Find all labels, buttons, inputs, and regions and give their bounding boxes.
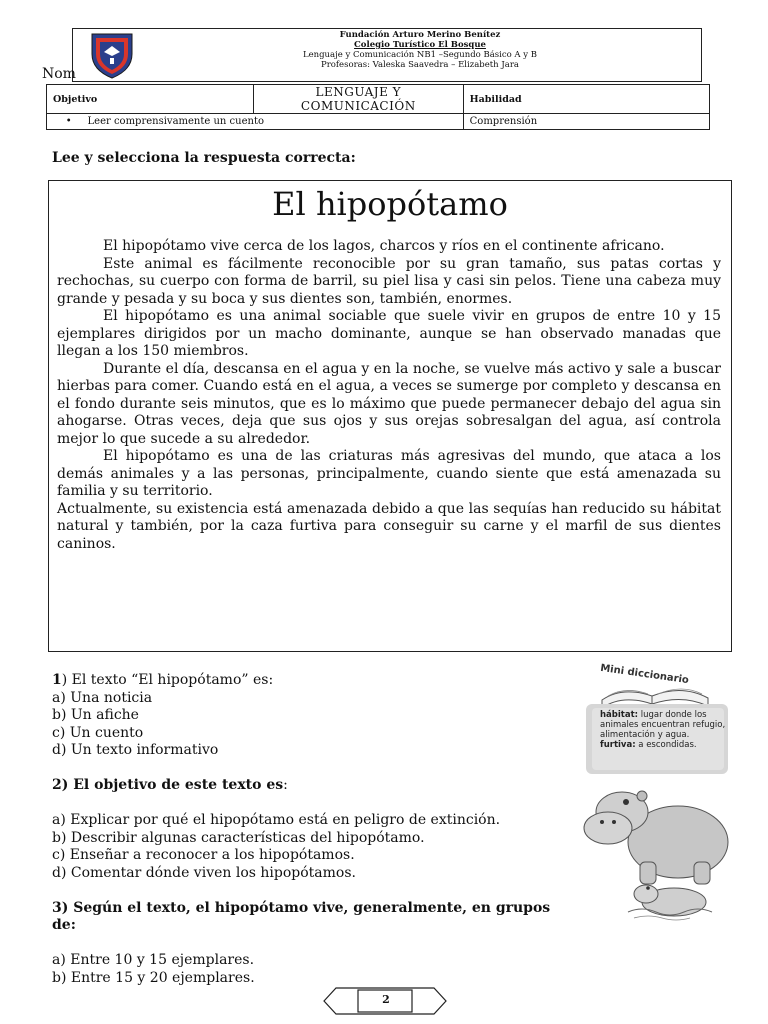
habilidad-value: Comprensión (463, 114, 709, 130)
mini-dictionary (582, 656, 732, 936)
story-paragraph: Actualmente, su existencia está amenazada debido a que las sequías han reducido su hábitat natural y también, por la caza furtiva para conseguir su carne y el marfil de sus dientes caninos. (57, 500, 721, 552)
mini-dictionary-illustration-icon (582, 656, 732, 936)
objective-table (46, 84, 710, 130)
page-number: 2 (382, 993, 390, 1006)
habitat-definition: hábitat: lugar donde los animales encuentran refugio, alimentación y agua. (600, 710, 726, 740)
question-3: 3) Según el texto, el hipopótamo vive, generalmente, en grupos de: (52, 899, 551, 933)
q2-option-a[interactable]: a) Explicar por qué el hipopótamo está en peligro de extinción. (52, 812, 501, 828)
q1-option-c[interactable]: c) Un cuento (52, 724, 144, 741)
story-paragraph: El hipopótamo vive cerca de los lagos, charcos y ríos en el continente africano. (103, 238, 665, 254)
school-info (140, 30, 700, 70)
questions (52, 672, 552, 987)
foundation-name: Fundación Arturo Merino Benítez (339, 30, 501, 40)
school-name: Colegio Turístico El Bosque (354, 40, 486, 50)
habilidad-header: Habilidad (463, 85, 709, 114)
story-paragraph: El hipopótamo es una de las criaturas más agresivas del mundo, que ataca a los demás animales y a las personas, principalmente, cuando siente que está amenazada su familia y su territorio. (57, 448, 721, 499)
story-body (57, 238, 721, 553)
objetivo-header: Objetivo (47, 85, 254, 114)
q1-option-d[interactable]: d) Un texto informativo (52, 742, 219, 758)
question-1: 1) El texto “El hipopótamo” es: (52, 672, 274, 688)
mini-dictionary-definitions (600, 710, 728, 750)
mini-dictionary-title: Mini diccionario (599, 662, 690, 687)
q2-option-d[interactable]: d) Comentar dónde viven los hipopótamos. (52, 864, 356, 881)
q3-option-a[interactable]: a) Entre 10 y 15 ejemplares. (52, 952, 255, 968)
objetivo-item-cell: • Leer comprensivamente un cuento (47, 114, 464, 130)
story-paragraph: Este animal es fácilmente reconocible por su gran tamaño, sus patas cortas y rechochas, su cuerpo con forma de barril, su piel lisa y casi sin pelos. Tiene una cabeza muy grande y pesada y su boca y sus dientes son, también, enormes. (57, 255, 721, 307)
q1-option-b[interactable]: b) Un afiche (52, 707, 139, 723)
q1-option-a[interactable]: a) Una noticia (52, 689, 153, 706)
nombre-label: Nom (42, 66, 76, 82)
q2-option-c[interactable]: c) Enseñar a reconocer a los hipopótamos. (52, 847, 355, 863)
subject-cell: LENGUAJE Y COMUNICACIÓN (253, 85, 463, 114)
q3-option-b[interactable]: b) Entre 15 y 20 ejemplares. (52, 969, 255, 986)
teachers-line: Profesoras: Valeska Saavedra – Elizabeth Jara (321, 60, 519, 70)
story-paragraph: El hipopótamo es una animal sociable que suele vivir en grupos de entre 10 y 15 ejemplares dirigidos por un macho dominante, aunque se han observado manadas que llegan a los 150 miembros. (57, 308, 721, 359)
instruction: Lee y selecciona la respuesta correcta: (52, 150, 356, 166)
question-2: 2) El objetivo de este texto es: (52, 777, 288, 793)
q2-option-b[interactable]: b) Describir algunas características del hipopótamo. (52, 829, 425, 846)
school-logo-icon (84, 30, 140, 80)
course-line: Lenguaje y Comunicación NB1 –Segundo Básico A y B (302, 50, 538, 60)
story-title: El hipopótamo (272, 185, 508, 223)
story-paragraph: Durante el día, descansa en el agua y en la noche, se vuelve más activo y sale a buscar hierbas para comer. Cuando está en el agua, a veces se sumerge por completo y descansa en el fondo durante seis minutos, que es lo máximo que puede permanecer debajo del agua sin ahogarse. Otras veces, deja que sus ojos y sus orejas sobresalgan del agua, así controla mejor lo que sucede a su alrededor. (57, 360, 721, 447)
furtiva-definition: furtiva: a escondidas. (600, 740, 697, 750)
